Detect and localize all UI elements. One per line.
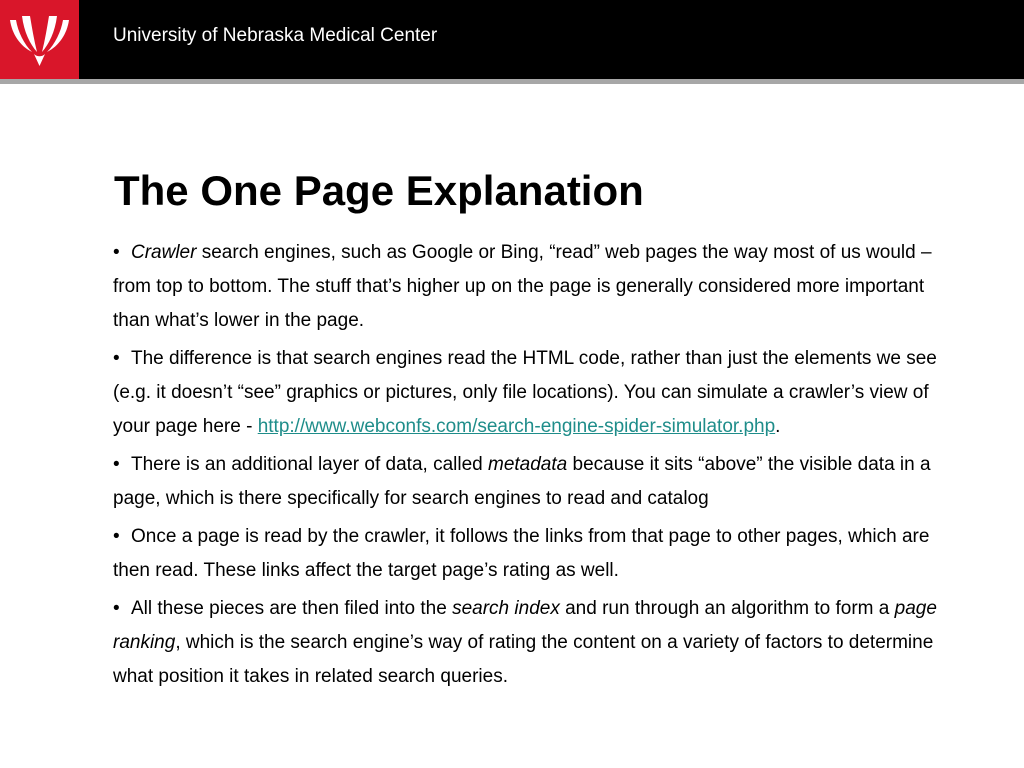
emphasis-search-index: search index (452, 598, 560, 619)
bullet-item (113, 520, 961, 588)
bullet-text: All these pieces are then filed into the (131, 598, 453, 619)
bullet-marker: • (113, 242, 120, 263)
bullet-text: There is an additional layer of data, called (131, 454, 488, 475)
bullet-marker: • (113, 598, 120, 619)
emphasis-crawler: Crawler (131, 242, 197, 263)
bullet-item (113, 236, 961, 338)
bullet-text-end: . (775, 416, 781, 437)
bullet-item (113, 448, 961, 516)
bullet-text: The difference is that search engines read the HTML code, rather than just the elements we see (e.g. it doesn’t “see” graphics or pictures, only file locations). You can simulate a crawler’s view of your page here - (113, 348, 937, 437)
bullet-item (113, 342, 961, 444)
header-divider (0, 79, 1024, 84)
emphasis-metadata: metadata (488, 454, 568, 475)
bullet-text-middle: and run through an algorithm to form a (559, 598, 895, 619)
bullet-marker: • (113, 454, 120, 475)
bullet-text: search engines, such as Google or Bing, “read” web pages the way most of us would – from top to bottom. The stuff that’s higher up on the page is generally considered more important than what’s lower in the page. (113, 242, 932, 331)
bullet-list (113, 236, 961, 698)
org-name: University of Nebraska Medical Center (113, 25, 438, 46)
slide-title: The One Page Explanation (114, 167, 644, 214)
emphasis-page-ranking: page ranking (113, 598, 937, 653)
unmc-v-logo-icon (0, 0, 79, 79)
bullet-text: Once a page is read by the crawler, it follows the links from that page to other pages, which are then read. These links affect the target page’s rating as well. (113, 526, 930, 581)
bullet-text-end: , which is the search engine’s way of rating the content on a variety of factors to determine what position it takes in related search queries. (113, 632, 934, 687)
header-bar (0, 0, 1024, 79)
bullet-marker: • (113, 348, 120, 369)
bullet-marker: • (113, 526, 120, 547)
bullet-text-end: because it sits “above” the visible data in a page, which is there specifically for search engines to read and catalog (113, 454, 931, 509)
spider-simulator-link[interactable]: http://www.webconfs.com/search-engine-spider-simulator.php (257, 416, 776, 437)
logo (0, 0, 79, 79)
bullet-item (113, 592, 961, 694)
